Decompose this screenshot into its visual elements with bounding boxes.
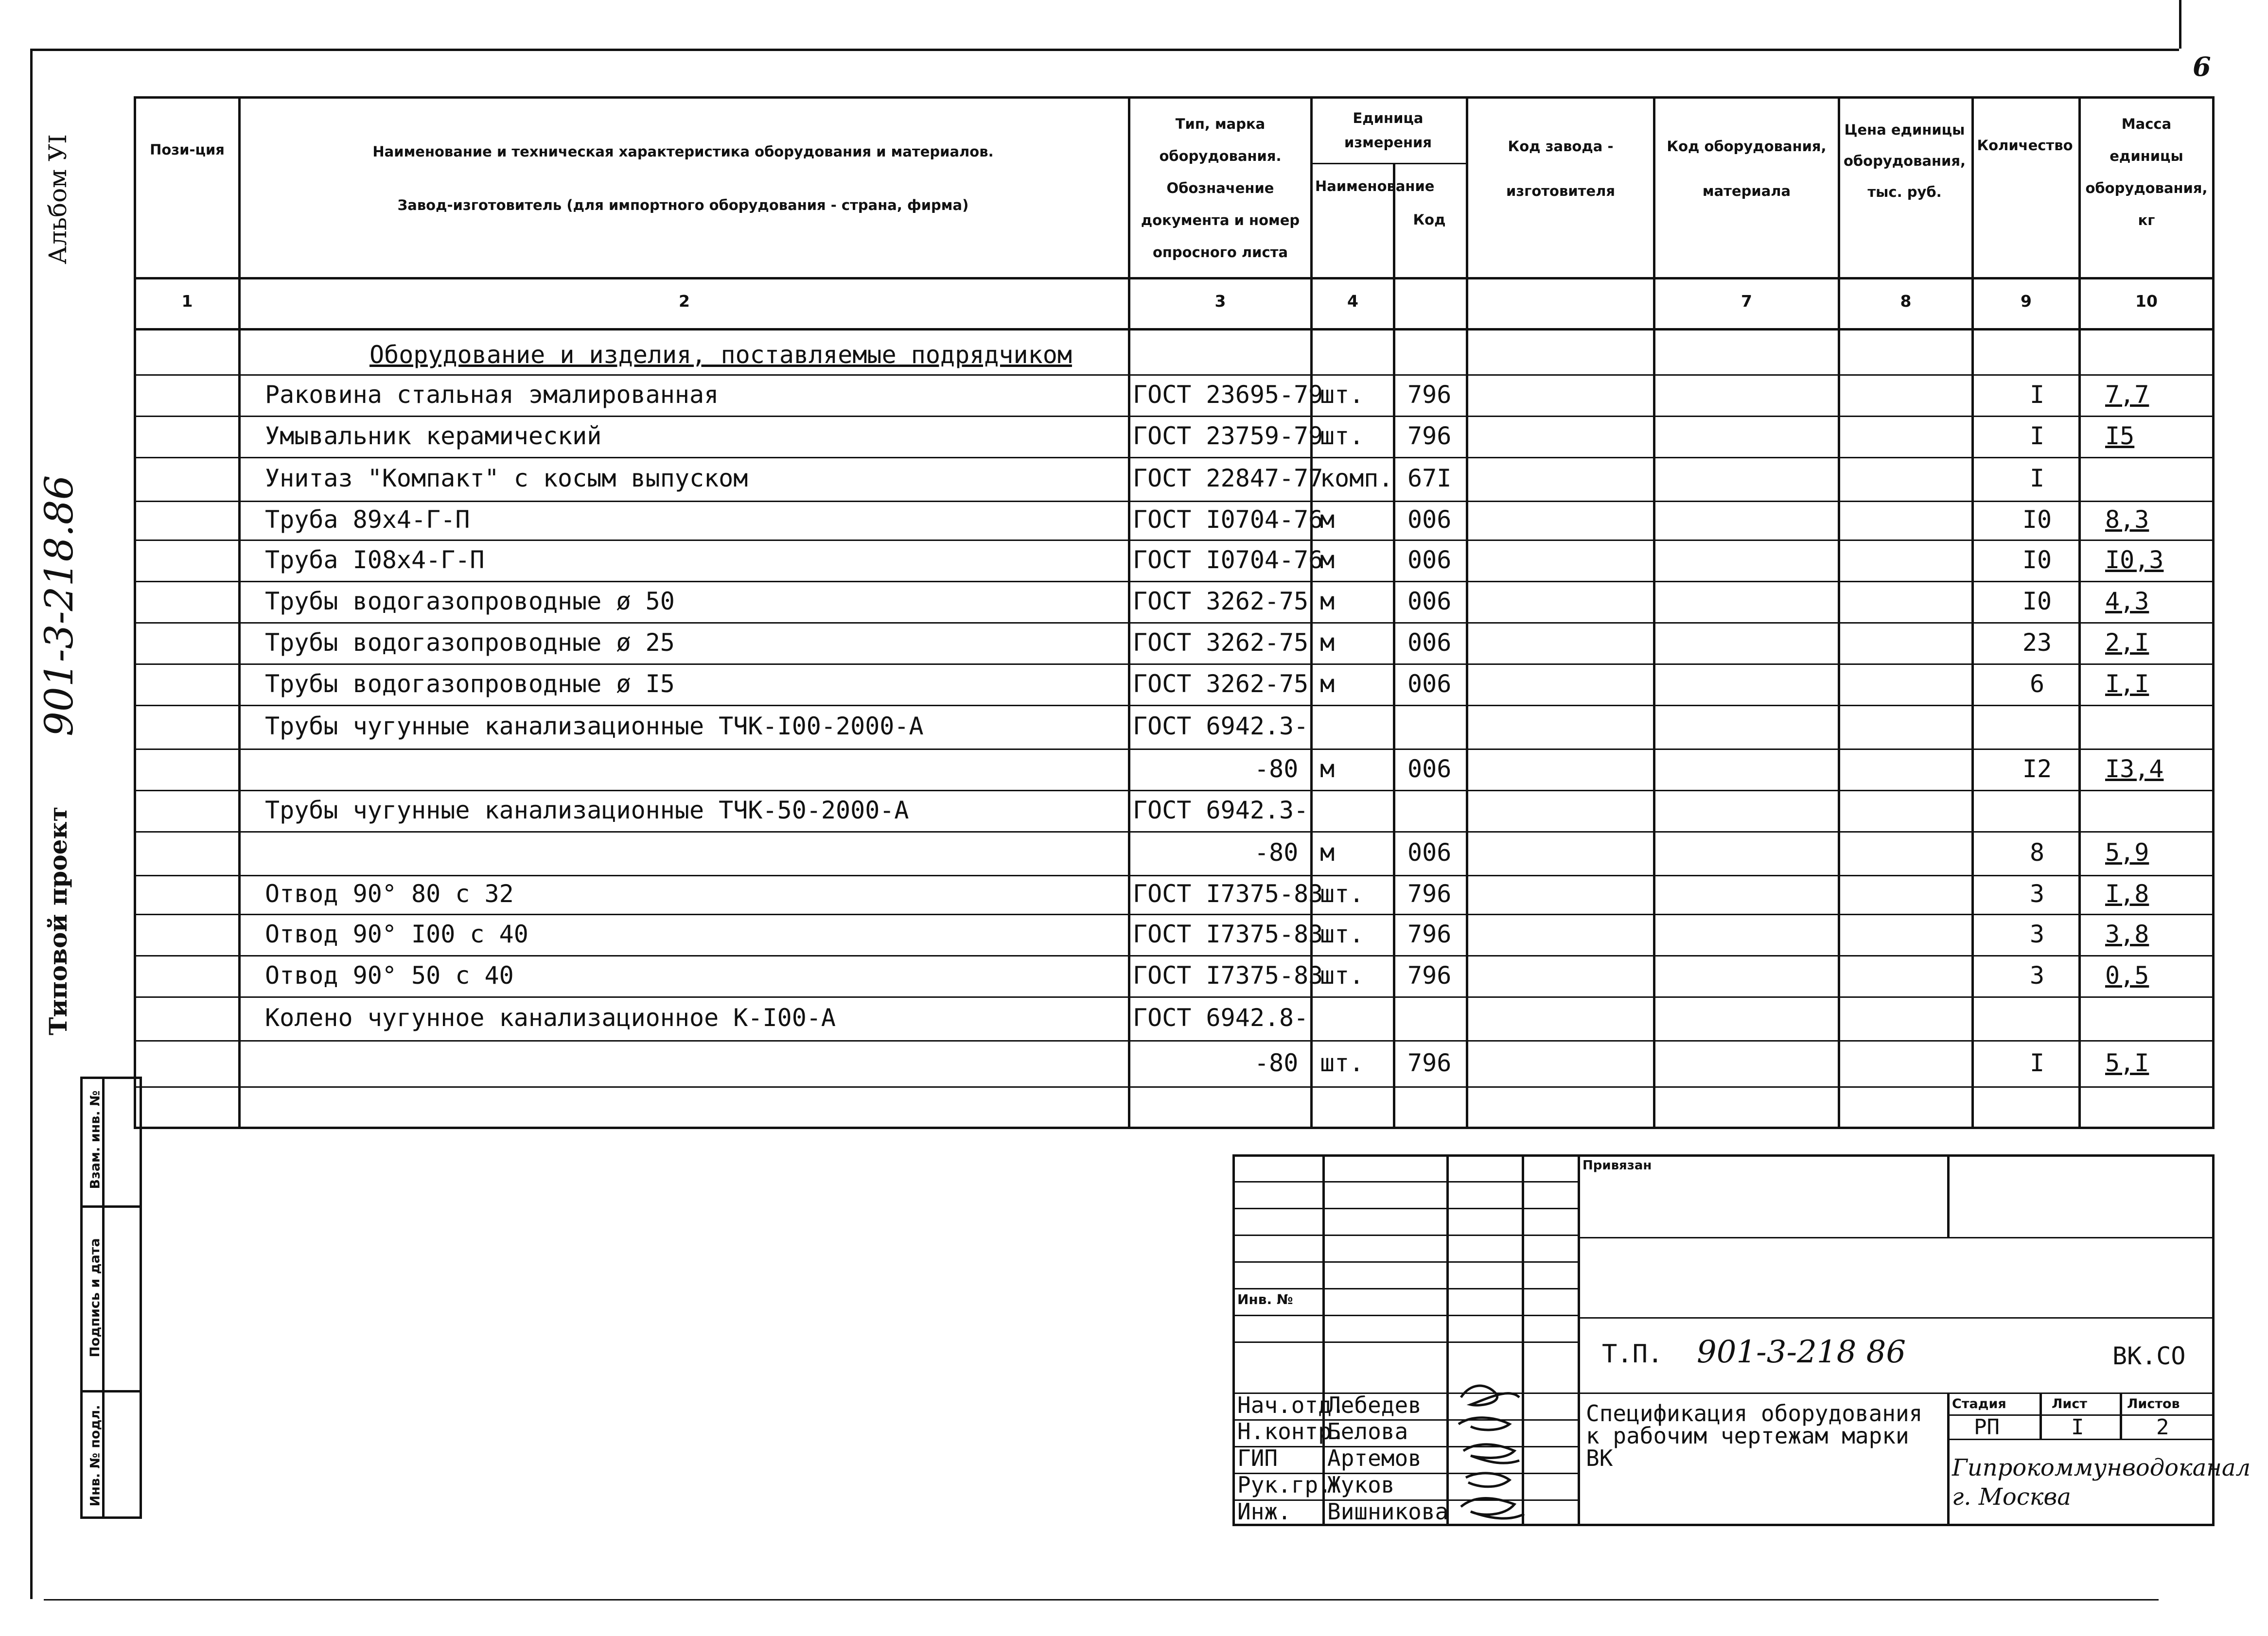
row-doc: -80 — [1254, 838, 1299, 867]
row-qty: 23 — [2022, 628, 2052, 657]
row-doc: -80 — [1254, 754, 1299, 783]
row-line — [134, 622, 2215, 624]
colnum-8: 8 — [1900, 292, 1912, 311]
row-line — [134, 831, 2215, 833]
side-box-inv: Инв. № подл. — [88, 1405, 103, 1507]
row-mass: I,8 — [2105, 880, 2149, 908]
row-line — [134, 501, 2215, 502]
header-name-line2: Завод-изготовитель (для импортного оборудования - страна, фирма) — [397, 197, 969, 213]
row-line — [134, 1040, 2215, 1042]
col-line-9 — [2078, 96, 2081, 1129]
header-type: Тип, марка оборудования. Обозначение документа и номер опросного листа — [1141, 116, 1300, 261]
row-name: Отвод 90° 50 с 40 — [265, 961, 514, 990]
row-doc: ГОСТ I7375-83 — [1133, 920, 1323, 948]
side-box-signature: Подпись и дата — [88, 1238, 103, 1358]
sheets-label: Листов — [2127, 1396, 2180, 1411]
row-mass: 8,3 — [2105, 505, 2149, 534]
frame-left — [30, 49, 33, 1599]
header-pos: Пози-ция — [150, 141, 225, 158]
stamp-title: Спецификация оборудования к рабочим чертежам марки ВК — [1586, 1400, 1923, 1471]
row-line — [134, 581, 2215, 582]
row-doc: ГОСТ 3262-75 — [1133, 628, 1309, 657]
row-qty: I — [2029, 464, 2045, 492]
sheet-value: I — [2071, 1415, 2084, 1440]
row-code: 796 — [1407, 1048, 1452, 1077]
row-line — [134, 705, 2215, 706]
row-mass: I3,4 — [2105, 754, 2164, 783]
row-name: Трубы чугунные канализационные ТЧК-I00-2000-А — [265, 712, 924, 740]
row-mass: 3,8 — [2105, 920, 2149, 948]
typical-project-label: Типовой проект — [44, 806, 72, 1035]
row-qty: 8 — [2029, 838, 2045, 867]
corner-box-left — [2179, 0, 2181, 49]
col-line-5 — [1466, 96, 1468, 1129]
signer-role: Нач.отд. — [1237, 1392, 1345, 1418]
signer-name: Белова — [1327, 1418, 1408, 1445]
header-equipment-code: Код оборудования, материала — [1667, 138, 1827, 199]
row-unit: м — [1320, 587, 1335, 615]
header-name-line1: Наименование и техническая характеристика оборудования и материалов. — [372, 143, 994, 160]
signer-name: Вишникова — [1327, 1498, 1449, 1525]
colnum-4: 4 — [1347, 292, 1358, 311]
signer-role: Инж. — [1237, 1498, 1291, 1525]
col-line-1 — [238, 96, 241, 1129]
row-qty: I — [2029, 380, 2045, 409]
tb-h14 — [1578, 1317, 2215, 1319]
row-unit: шт. — [1320, 961, 1364, 990]
frame-bottom — [44, 1599, 2159, 1601]
frame-top — [30, 49, 2179, 51]
row-line — [134, 663, 2215, 665]
row-doc: ГОСТ I0704-76 — [1133, 505, 1323, 534]
stage-value: РП — [1974, 1415, 2000, 1440]
row-qty: 3 — [2029, 880, 2045, 908]
section-title: Оборудование и изделия, поставляемые подрядчиком — [369, 341, 1072, 369]
row-mass: 2,I — [2105, 628, 2149, 657]
tp-number: 901-3-218 86 — [1697, 1334, 1906, 1370]
row-code: 006 — [1407, 669, 1452, 698]
row-code: 006 — [1407, 628, 1452, 657]
row-doc: ГОСТ 23695-79 — [1133, 380, 1323, 409]
row-name: Труба I08х4-Г-П — [265, 545, 485, 574]
header-qty: Количество — [1977, 137, 2073, 154]
row-name: Трубы водогазопроводные ø 25 — [265, 628, 675, 657]
row-doc: ГОСТ I7375-83 — [1133, 880, 1323, 908]
col-line-8 — [1971, 96, 1974, 1129]
tb-v2 — [1446, 1154, 1449, 1526]
row-line — [134, 540, 2215, 541]
row-qty: I — [2029, 421, 2045, 450]
row-name: Трубы водогазопроводные ø 50 — [265, 587, 675, 615]
org-name: Гипрокоммунводоканал г. Москва — [1952, 1454, 2251, 1511]
stage-label: Стадия — [1952, 1396, 2006, 1411]
row-line — [134, 955, 2215, 957]
tb-h1 — [1232, 1181, 1578, 1183]
row-mass: I5 — [2105, 421, 2135, 450]
row-unit: шт. — [1320, 421, 1364, 450]
row-unit: м — [1320, 669, 1335, 698]
row-doc: -80 — [1254, 1048, 1299, 1077]
tb-v5 — [1947, 1154, 1950, 1237]
row-mass: 5,9 — [2105, 838, 2149, 867]
row-line — [134, 875, 2215, 876]
row-doc: ГОСТ 6942.8- — [1133, 1004, 1309, 1032]
signer-name: Лебедев — [1327, 1392, 1422, 1418]
header-bottom-line — [134, 277, 2215, 279]
privyazan-label: Привязан — [1582, 1158, 1652, 1173]
row-mass: 7,7 — [2105, 380, 2149, 409]
tb-h13 — [1578, 1237, 2215, 1238]
row-mass: I0,3 — [2105, 545, 2164, 574]
row-mass: 0,5 — [2105, 961, 2149, 990]
row-unit: м — [1320, 628, 1335, 657]
row-code: 796 — [1407, 421, 1452, 450]
row-name: Колено чугунное канализационное К-I00-А — [265, 1004, 836, 1032]
signer-role: Н.контр. — [1237, 1418, 1345, 1445]
row-unit: шт. — [1320, 1048, 1364, 1077]
signer-role: ГИП — [1237, 1445, 1278, 1471]
row-name: Отвод 90° I00 с 40 — [265, 920, 528, 948]
header-unit-code: Код — [1413, 211, 1446, 228]
tb-h7 — [1232, 1341, 1578, 1343]
row-code: 006 — [1407, 838, 1452, 867]
row-code: 796 — [1407, 380, 1452, 409]
row-unit: шт. — [1320, 920, 1364, 948]
tb-h2 — [1232, 1208, 1578, 1209]
sheet-corner-number: 6 — [2193, 51, 2211, 82]
row-doc: ГОСТ I0704-76 — [1133, 545, 1323, 574]
sheet-label: Лист — [2052, 1396, 2087, 1411]
header-mass: Масса единицы оборудования, кг — [2085, 116, 2208, 228]
col-line-4 — [1393, 163, 1395, 1129]
album-label: Альбом УI — [44, 134, 72, 264]
signer-name: Жуков — [1327, 1472, 1395, 1498]
row-qty: I — [2029, 1048, 2045, 1077]
tb-h5 — [1232, 1288, 1578, 1289]
signer-role: Рук.гр. — [1237, 1472, 1332, 1498]
row-line — [134, 790, 2215, 791]
row-code: 006 — [1407, 505, 1452, 534]
row-unit: м — [1320, 505, 1335, 534]
row-mass: I,I — [2105, 669, 2149, 698]
row-qty: I0 — [2022, 587, 2052, 615]
signature-scribbles — [1451, 1378, 1529, 1529]
tb-h3 — [1232, 1235, 1578, 1236]
row-doc: ГОСТ 6942.3- — [1133, 796, 1309, 824]
row-doc: ГОСТ 3262-75 — [1133, 669, 1309, 698]
row-qty: I2 — [2022, 754, 2052, 783]
colnum-9: 9 — [2021, 292, 2032, 311]
colnum-1: 1 — [181, 292, 193, 311]
tb-v6 — [1947, 1392, 1950, 1526]
row-code: 796 — [1407, 880, 1452, 908]
colnum-3: 3 — [1214, 292, 1226, 311]
col-line-6 — [1653, 96, 1655, 1129]
row-line-0 — [134, 374, 2215, 376]
row-doc: ГОСТ 6942.3- — [1133, 712, 1309, 740]
row-code: 67I — [1407, 464, 1452, 492]
row-doc: ГОСТ 22847-77 — [1133, 464, 1323, 492]
side-project-number: 901-3-218.86 — [36, 475, 82, 736]
row-name: Унитаз "Компакт" с косым выпуском — [265, 464, 748, 492]
row-line — [134, 1086, 2215, 1088]
col-line-7 — [1838, 96, 1840, 1129]
unit-group-line — [1310, 163, 1466, 164]
row-unit: м — [1320, 545, 1335, 574]
col-line-2 — [1128, 96, 1130, 1129]
header-factory-code: Код завода - изготовителя — [1506, 138, 1615, 199]
tb-v1 — [1322, 1154, 1325, 1526]
row-mass: 4,3 — [2105, 587, 2149, 615]
tb-h6 — [1232, 1315, 1578, 1316]
row-code: 006 — [1407, 545, 1452, 574]
row-line — [134, 457, 2215, 458]
row-qty: I0 — [2022, 545, 2052, 574]
tp-label: Т.П. — [1602, 1340, 1663, 1369]
row-qty: 3 — [2029, 920, 2045, 948]
row-qty: 3 — [2029, 961, 2045, 990]
row-qty: I0 — [2022, 505, 2052, 534]
row-name: Раковина стальная эмалированная — [265, 380, 719, 409]
row-unit: м — [1320, 838, 1335, 867]
row-doc: ГОСТ 23759-79 — [1133, 421, 1323, 450]
colnum-7: 7 — [1741, 292, 1752, 311]
row-doc: ГОСТ 3262-75 — [1133, 587, 1309, 615]
row-code: 006 — [1407, 754, 1452, 783]
row-mass: 5,I — [2105, 1048, 2149, 1077]
doc-code: ВК.СО — [2112, 1342, 2186, 1370]
row-line — [134, 416, 2215, 417]
side-box-vzam: Взам. инв. № — [88, 1090, 103, 1189]
signer-name: Артемов — [1327, 1445, 1422, 1471]
row-name: Трубы водогазопроводные ø I5 — [265, 669, 675, 698]
row-name: Трубы чугунные канализационные ТЧК-50-2000-А — [265, 796, 909, 824]
inv-no-label: Инв. № — [1237, 1291, 1293, 1307]
row-code: 796 — [1407, 920, 1452, 948]
colnum-2: 2 — [679, 292, 690, 311]
row-line — [134, 996, 2215, 998]
header-unit-group: Единица измерения — [1344, 110, 1432, 151]
row-unit: комп. — [1320, 464, 1393, 492]
row-name: Труба 89х4-Г-П — [265, 505, 470, 534]
row-qty: 6 — [2029, 669, 2045, 698]
row-unit: м — [1320, 754, 1335, 783]
colnum-10: 10 — [2135, 292, 2158, 311]
row-unit: шт. — [1320, 880, 1364, 908]
row-doc: ГОСТ I7375-83 — [1133, 961, 1323, 990]
tb-h4 — [1232, 1261, 1578, 1263]
row-line — [134, 748, 2215, 750]
header-price: Цена единицы оборудования, тыс. руб. — [1843, 122, 1966, 200]
row-name: Умывальник керамический — [265, 421, 602, 450]
row-code: 796 — [1407, 961, 1452, 990]
colnum-bottom-line — [134, 328, 2215, 331]
row-name: Отвод 90° 80 с 32 — [265, 880, 514, 908]
row-line — [134, 914, 2215, 915]
tb-v4 — [1578, 1154, 1580, 1526]
header-unit-name: Наименование — [1315, 178, 1435, 194]
row-code: 006 — [1407, 587, 1452, 615]
row-unit: шт. — [1320, 380, 1364, 409]
sheets-value: 2 — [2156, 1415, 2169, 1440]
